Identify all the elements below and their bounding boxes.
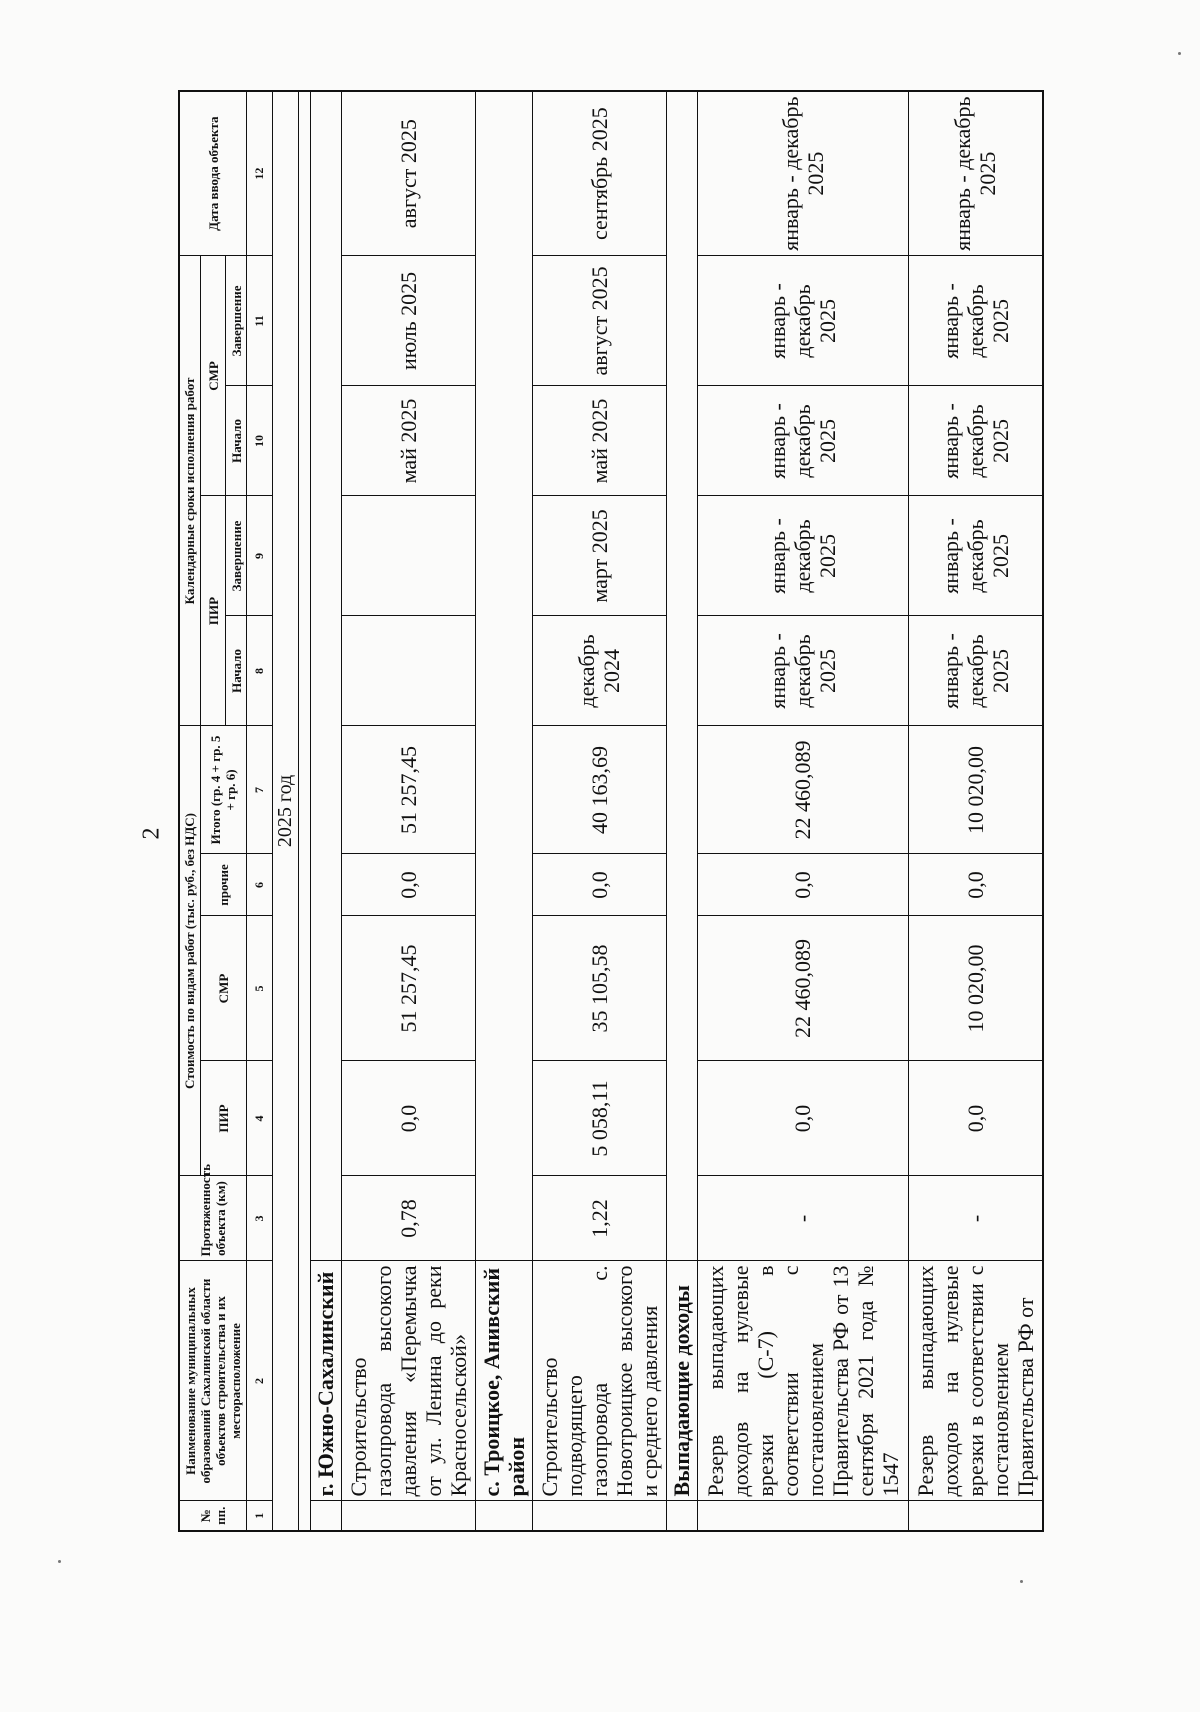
pir-end — [341, 496, 475, 616]
year-label: 2025 год — [273, 91, 299, 1531]
table-row — [532, 91, 666, 1531]
scan-speck — [1178, 52, 1181, 55]
cost-other: 0,0 — [532, 854, 666, 916]
smr-start: май 2025 — [532, 386, 666, 496]
cost-other: 0,0 — [341, 854, 475, 916]
column-number: 9 — [247, 496, 273, 616]
cost-total: 22 460,089 — [697, 726, 908, 854]
year-row — [273, 91, 299, 1531]
cost-smr: 35 105,58 — [532, 916, 666, 1061]
column-number: 2 — [247, 1261, 273, 1501]
cost-pir: 0,0 — [908, 1061, 1043, 1176]
header-pir-dates: ПИР — [200, 496, 226, 726]
smr-start: май 2025 — [341, 386, 475, 496]
section-row — [311, 91, 342, 1531]
cost-total: 51 257,45 — [341, 726, 475, 854]
cost-smr: 51 257,45 — [341, 916, 475, 1061]
object-name: Резерв выпадающих доходов на нулевые врезки (С-7) в соответствии с постановлением Правительства РФ от 13 сентября 2021 года № 1547 — [697, 1261, 908, 1501]
scan-speck — [58, 1560, 61, 1563]
object-name: Строительство подводящего газопровода с. Новотроицкое высокого и среднего давления — [532, 1261, 666, 1501]
smr-end: июль 2025 — [341, 256, 475, 386]
header-commission: Дата ввода объекта — [179, 91, 247, 256]
object-length: - — [697, 1176, 908, 1261]
section-title: с. Троицкое, Анивский район — [475, 1261, 532, 1501]
pir-end: март 2025 — [532, 496, 666, 616]
object-length: - — [908, 1176, 1043, 1261]
header-length: Протяженность объекта (км) — [179, 1176, 247, 1261]
cost-other: 0,0 — [697, 854, 908, 916]
header-smr-end: Завершение — [226, 256, 247, 386]
object-name: Строительство газопровода высокого давления «Перемычка от ул. Ленина до реки Красносельской» — [341, 1261, 475, 1501]
header-other: прочие — [200, 854, 246, 916]
section-row — [475, 91, 532, 1531]
pir-start: январь - декабрь 2025 — [697, 616, 908, 726]
header-smr: СМР — [200, 916, 246, 1061]
pir-start: декабрь 2024 — [532, 616, 666, 726]
column-number: 1 — [247, 1501, 273, 1531]
cost-pir: 0,0 — [697, 1061, 908, 1176]
column-number: 10 — [247, 386, 273, 496]
smr-start: январь - декабрь 2025 — [908, 386, 1043, 496]
rotated-table-container — [178, 92, 1044, 1532]
column-number: 5 — [247, 916, 273, 1061]
column-number: 7 — [247, 726, 273, 854]
header-smr-start: Начало — [226, 386, 247, 496]
header-pir-start: Начало — [226, 616, 247, 726]
spacer-row — [299, 91, 311, 1531]
object-length: 1,22 — [532, 1176, 666, 1261]
construction-schedule-table — [178, 90, 1044, 1532]
cost-pir: 5 058,11 — [532, 1061, 666, 1176]
table-row — [341, 91, 475, 1531]
column-number: 8 — [247, 616, 273, 726]
column-number-row — [247, 91, 273, 1531]
header-total: Итого (гр. 4 + гр. 5 + гр. 6) — [200, 726, 246, 854]
empty-cell — [475, 91, 532, 1261]
pir-end: январь - декабрь 2025 — [908, 496, 1043, 616]
empty-cell — [666, 91, 697, 1261]
header-cost-group: Стоимость по видам работ (тыс. руб., без НДС) — [179, 726, 200, 1176]
page-number: 2 — [138, 827, 165, 840]
cost-total: 40 163,69 — [532, 726, 666, 854]
cost-smr: 10 020,00 — [908, 916, 1043, 1061]
cost-pir: 0,0 — [341, 1061, 475, 1176]
object-length: 0,78 — [341, 1176, 475, 1261]
commission-date: январь - декабрь 2025 — [697, 91, 908, 256]
empty-cell — [697, 1501, 908, 1531]
section-title: Выпадающие доходы — [666, 1261, 697, 1501]
pir-end: январь - декабрь 2025 — [697, 496, 908, 616]
smr-end: август 2025 — [532, 256, 666, 386]
column-number: 4 — [247, 1061, 273, 1176]
object-name: Резерв выпадающих доходов на нулевые врезки в соответствии с постановлением Правительства РФ от — [908, 1261, 1043, 1501]
spacer-cell — [299, 91, 311, 1531]
cost-total: 10 020,00 — [908, 726, 1043, 854]
pir-start — [341, 616, 475, 726]
empty-cell — [341, 1501, 475, 1531]
table-row — [697, 91, 908, 1531]
empty-cell — [311, 91, 342, 1261]
column-number: 12 — [247, 91, 273, 256]
column-number: 6 — [247, 854, 273, 916]
header-dates-group: Календарные сроки исполнения работ — [179, 256, 200, 726]
column-number: 11 — [247, 256, 273, 386]
section-title: г. Южно-Сахалинский — [311, 1261, 342, 1501]
scan-speck — [1020, 1580, 1023, 1583]
column-number: 3 — [247, 1176, 273, 1261]
header-pir-end: Завершение — [226, 496, 247, 616]
smr-end: январь - декабрь 2025 — [697, 256, 908, 386]
table-row — [908, 91, 1043, 1531]
empty-cell — [475, 1501, 532, 1531]
header-pir: ПИР — [200, 1061, 246, 1176]
empty-cell — [532, 1501, 666, 1531]
empty-cell — [311, 1501, 342, 1531]
pir-start: январь - декабрь 2025 — [908, 616, 1043, 726]
commission-date: сентябрь 2025 — [532, 91, 666, 256]
cost-other: 0,0 — [908, 854, 1043, 916]
commission-date: январь - декабрь 2025 — [908, 91, 1043, 256]
cost-smr: 22 460,089 — [697, 916, 908, 1061]
header-smr-dates: СМР — [200, 256, 226, 496]
header-num: № пп. — [179, 1501, 247, 1531]
smr-start: январь - декабрь 2025 — [697, 386, 908, 496]
empty-cell — [666, 1501, 697, 1531]
commission-date: август 2025 — [341, 91, 475, 256]
header-name: Наименование муниципальных образований Сахалинской области объектов строительства и их месторасположение — [179, 1261, 247, 1501]
smr-end: январь - декабрь 2025 — [908, 256, 1043, 386]
empty-cell — [908, 1501, 1043, 1531]
section-row — [666, 91, 697, 1531]
